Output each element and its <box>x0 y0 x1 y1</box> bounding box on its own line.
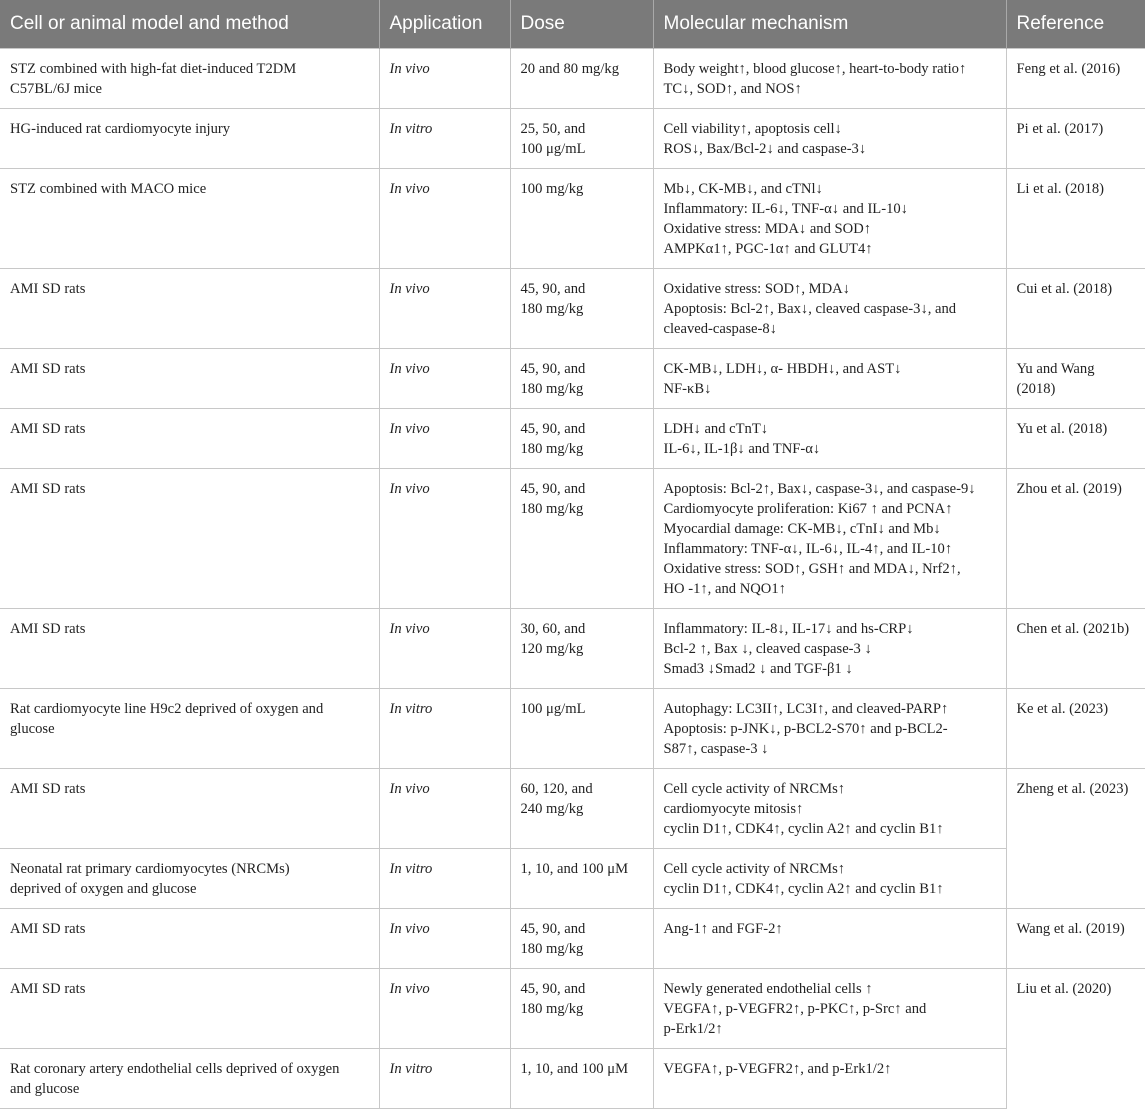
cell-dose: 25, 50, and 100 μg/mL <box>510 109 653 169</box>
cell-application: In vitro <box>379 849 510 909</box>
cell-model: AMI SD rats <box>0 769 379 849</box>
header-mechanism: Molecular mechanism <box>653 0 1006 49</box>
table-row <box>0 689 1145 769</box>
cell-reference: Wang et al. (2019) <box>1006 909 1145 969</box>
cell-dose: 45, 90, and 180 mg/kg <box>510 269 653 349</box>
cell-model: AMI SD rats <box>0 409 379 469</box>
cell-dose: 45, 90, and 180 mg/kg <box>510 469 653 609</box>
cell-application: In vivo <box>379 349 510 409</box>
table-row <box>0 409 1145 469</box>
table-row <box>0 109 1145 169</box>
cell-mechanism: Apoptosis: Bcl-2↑, Bax↓, caspase-3↓, and caspase-9↓ Cardiomyocyte proliferation: Ki67 ↑ and PCNA↑ Myocardial damage: CK-MB↓, cTnI↓ and Mb↓ Inflammatory: TNF-α↓, IL-6↓, IL-4↑, and IL-10↑ Oxidative stress: SOD↑, GSH↑ and MDA↓, Nrf2↑, HO -1↑, and NQO1↑ <box>653 469 1006 609</box>
cell-dose: 60, 120, and 240 mg/kg <box>510 769 653 849</box>
table-row <box>0 1049 1145 1109</box>
cell-model: Neonatal rat primary cardiomyocytes (NRCMs) deprived of oxygen and glucose <box>0 849 379 909</box>
cell-application: In vivo <box>379 469 510 609</box>
cell-dose: 45, 90, and 180 mg/kg <box>510 409 653 469</box>
cell-model: STZ combined with MACO mice <box>0 169 379 269</box>
cell-application: In vitro <box>379 109 510 169</box>
header-model: Cell or animal model and method <box>0 0 379 49</box>
cell-mechanism: Body weight↑, blood glucose↑, heart-to-body ratio↑ TC↓, SOD↑, and NOS↑ <box>653 49 1006 109</box>
cell-dose: 100 μg/mL <box>510 689 653 769</box>
cell-mechanism: Ang-1↑ and FGF-2↑ <box>653 909 1006 969</box>
cell-reference: Cui et al. (2018) <box>1006 269 1145 349</box>
cell-model: AMI SD rats <box>0 969 379 1049</box>
table-row <box>0 469 1145 609</box>
cell-reference: Ke et al. (2023) <box>1006 689 1145 769</box>
table-row <box>0 909 1145 969</box>
cell-model: AMI SD rats <box>0 469 379 609</box>
table-row <box>0 349 1145 409</box>
cell-dose: 30, 60, and 120 mg/kg <box>510 609 653 689</box>
cell-application: In vitro <box>379 1049 510 1109</box>
cell-application: In vivo <box>379 609 510 689</box>
cell-application: In vivo <box>379 909 510 969</box>
cell-model: HG-induced rat cardiomyocyte injury <box>0 109 379 169</box>
cell-reference: Zhou et al. (2019) <box>1006 469 1145 609</box>
cell-mechanism: Cell cycle activity of NRCMs↑ cyclin D1↑, CDK4↑, cyclin A2↑ and cyclin B1↑ <box>653 849 1006 909</box>
header-reference: Reference <box>1006 0 1145 49</box>
cell-application: In vivo <box>379 49 510 109</box>
cell-model: Rat cardiomyocyte line H9c2 deprived of oxygen and glucose <box>0 689 379 769</box>
table-row <box>0 269 1145 349</box>
cell-model: AMI SD rats <box>0 909 379 969</box>
cell-dose: 45, 90, and 180 mg/kg <box>510 909 653 969</box>
cell-application: In vivo <box>379 269 510 349</box>
header-application: Application <box>379 0 510 49</box>
cell-reference: Pi et al. (2017) <box>1006 109 1145 169</box>
table-row <box>0 769 1145 849</box>
cell-model: STZ combined with high-fat diet-induced T2DM C57BL/6J mice <box>0 49 379 109</box>
cell-application: In vivo <box>379 969 510 1049</box>
cell-mechanism: Cell cycle activity of NRCMs↑ cardiomyocyte mitosis↑ cyclin D1↑, CDK4↑, cyclin A2↑ and cyclin B1↑ <box>653 769 1006 849</box>
cell-reference: Zheng et al. (2023) <box>1006 769 1145 909</box>
cell-model: AMI SD rats <box>0 269 379 349</box>
cell-mechanism: VEGFA↑, p-VEGFR2↑, and p-Erk1/2↑ <box>653 1049 1006 1109</box>
cell-application: In vivo <box>379 169 510 269</box>
cell-model: Rat coronary artery endothelial cells deprived of oxygen and glucose <box>0 1049 379 1109</box>
cell-mechanism: Autophagy: LC3II↑, LC3I↑, and cleaved-PARP↑ Apoptosis: p-JNK↓, p-BCL2-S70↑ and p-BCL2- S87↑, caspase-3 ↓ <box>653 689 1006 769</box>
cell-dose: 45, 90, and 180 mg/kg <box>510 969 653 1049</box>
cell-mechanism: LDH↓ and cTnT↓ IL-6↓, IL-1β↓ and TNF-α↓ <box>653 409 1006 469</box>
table-row <box>0 49 1145 109</box>
cell-reference: Yu et al. (2018) <box>1006 409 1145 469</box>
cell-dose: 1, 10, and 100 μM <box>510 1049 653 1109</box>
cell-mechanism: Cell viability↑, apoptosis cell↓ ROS↓, Bax/Bcl-2↓ and caspase-3↓ <box>653 109 1006 169</box>
cell-dose: 20 and 80 mg/kg <box>510 49 653 109</box>
cell-application: In vitro <box>379 689 510 769</box>
cell-application: In vivo <box>379 409 510 469</box>
header-dose: Dose <box>510 0 653 49</box>
cell-reference: Liu et al. (2020) <box>1006 969 1145 1109</box>
cell-application: In vivo <box>379 769 510 849</box>
cell-dose: 45, 90, and 180 mg/kg <box>510 349 653 409</box>
cell-reference: Feng et al. (2016) <box>1006 49 1145 109</box>
cell-dose: 1, 10, and 100 μM <box>510 849 653 909</box>
cell-mechanism: Newly generated endothelial cells ↑ VEGFA↑, p-VEGFR2↑, p-PKC↑, p-Src↑ and p-Erk1/2↑ <box>653 969 1006 1049</box>
cell-mechanism: CK-MB↓, LDH↓, α- HBDH↓, and AST↓ NF-κB↓ <box>653 349 1006 409</box>
cell-mechanism: Oxidative stress: SOD↑, MDA↓ Apoptosis: Bcl-2↑, Bax↓, cleaved caspase-3↓, and cleaved-caspase-8↓ <box>653 269 1006 349</box>
cell-reference: Chen et al. (2021b) <box>1006 609 1145 689</box>
cell-dose: 100 mg/kg <box>510 169 653 269</box>
cell-model: AMI SD rats <box>0 349 379 409</box>
cell-reference: Li et al. (2018) <box>1006 169 1145 269</box>
cell-model: AMI SD rats <box>0 609 379 689</box>
cell-mechanism: Inflammatory: IL-8↓, IL-17↓ and hs-CRP↓ Bcl-2 ↑, Bax ↓, cleaved caspase-3 ↓ Smad3 ↓Smad2 ↓ and TGF-β1 ↓ <box>653 609 1006 689</box>
cell-mechanism: Mb↓, CK-MB↓, and cTNl↓ Inflammatory: IL-6↓, TNF-α↓ and IL-10↓ Oxidative stress: MDA↓ and SOD↑ AMPKα1↑, PGC-1α↑ and GLUT4↑ <box>653 169 1006 269</box>
cell-reference: Yu and Wang (2018) <box>1006 349 1145 409</box>
table-row <box>0 849 1145 909</box>
table-row <box>0 609 1145 689</box>
table-row <box>0 169 1145 269</box>
header-row <box>0 0 1145 49</box>
table-row <box>0 969 1145 1049</box>
